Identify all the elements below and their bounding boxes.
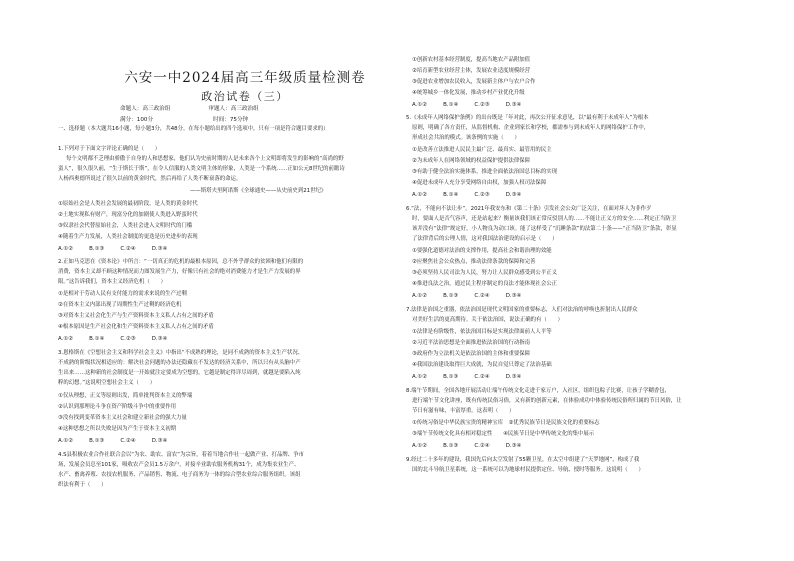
q1-option: ④随着生产力发展，人类社会制度的更迭是历史进步的表现 <box>58 234 198 240</box>
q7-option: ③政府作为立法机关是依法治国的主体和重要保障 <box>412 351 531 357</box>
q8-answers: A.①② B.①③ C.②④ D.③④ <box>412 443 522 449</box>
q1-answers: A.①② B.①③ C.②④ D.③④ <box>58 246 168 252</box>
q6-stem: 了法律背后的公理人情，这对我国法治建设的启示是（ ） <box>412 236 558 242</box>
q6-option: ④推进良法之治，通过民主程序制定的良法才能体现社会公正 <box>412 281 557 287</box>
q4-answers: A.①② B.①④ C.②③ D.③④ <box>412 102 522 108</box>
author-line <box>120 104 380 112</box>
q7-stem: 对美好生活的更高期待。关于依法治国，说法正确的有（ ） <box>412 317 563 323</box>
q4-stem: 场，发展会员总至101家，吸收农产会员1.5万余户，对接辛业助农服务机构31个，成为集农业生产、 <box>58 462 300 468</box>
q5-stem: 形成社会共治的模式。该条例的实施（ ） <box>412 135 520 141</box>
q7-option: ④我国法治建设取得巨大成就，为民自觉只尊定了法治基础 <box>412 362 552 368</box>
q4-stem: 水产、畜禽养殖、农技农机服务、产品销售、物流、电子商务为一体的综合型农业综合服务组织。该组 <box>58 472 301 478</box>
q6-answers: A.①② B.①③ C.②④ D.③④ <box>412 293 522 299</box>
q2-answers: A.①② B.①④ C.②③ D.③④ <box>58 336 168 342</box>
q2-option: ③对资本主义社会化生产与生产资料资本主义私人占有之间的矛盾 <box>58 313 214 319</box>
q7-stem: 7.法律是治国之重器，依法治国是现代文明国家的重要标志，人们对法治的呼唤也折射出人民群众 <box>406 307 638 313</box>
q8-stem: 进行端午节文化讲座，既有传统民俗习俗，又有新的创新元素，在体验成功中体验传统民俗所归属的节日风俗，让 <box>412 398 682 404</box>
q4-option: ④统筹城乡一体化发展，推动乡村产业优化升级 <box>412 90 525 96</box>
q2-option: ④根本原因是生产社会化和生产资料资本主义私人占有之间的矛盾 <box>58 324 214 330</box>
q5-stem: 5.《未成年人网络保护条例》的出台既是「年对此，再次公开征求意见，以“最有利于未成年人”为根本 <box>406 115 649 121</box>
q3-stem: 生出来……这种新的社会制度是一开始就注定要成为空想的，它越是制定得详尽周到，就越是要陷入纯 <box>58 370 301 376</box>
q8-stem: 8.端午节期间，全国各地开展活动让端午传统文化走进千家万户，入社区，组织包粽子比赛，让孩子学糊香包， <box>406 388 670 394</box>
q3-answers: A.①② B.①③ C.②④ D.③④ <box>58 438 168 444</box>
q8-option: ③端午节传统文化具有相对稳定性 ④民族节日是中华传统文化的集中展示 <box>412 431 595 437</box>
q9-stem: 国的北斗导航卫星系统，这一系统可以为地球村民提供定位、导航、授时等服务。这说明（ ） <box>412 467 644 473</box>
q1-text: 蛮人”，很久很久前，“生于斯长于斯”，在令人信服的人类文明主体的形象，人类是一个系统……正如公元8世纪的前瞻诗 <box>58 166 345 172</box>
q1-stem: 1.下列对于下面文字评论正确的是（ ） <box>58 146 161 152</box>
q5-option: ④促进未成年人充分享受网络自由权，加强人权司法保障 <box>412 180 547 186</box>
q1-option: ③奴隶社会代替原始社会，人类社会进入文明时代的门槛 <box>58 223 193 229</box>
q4-option: ③促进农业增加农民收入，发展新主体户与农户合作 <box>412 79 536 85</box>
q2-stem: 消费，资本主义却不顾这种情况而力图发展生产力，好像只有社会的绝对消费能力才是生产力发展的界 <box>58 269 301 275</box>
time-label: 时间：75分钟 <box>213 117 249 123</box>
q1-text: 每个文明都不乏理由骄傲于自身的人和思想家，他们认为史前时期的人是未来各个上文明即将发生的影响的“高尚的野 <box>66 156 344 162</box>
section-intro: 一、选择题（本大题共16小题，每小题3分，共48分。在每小题给出的四个选项中，只有一项是符合题目要求的） <box>58 126 329 132</box>
score-label: 满分：100分 <box>120 117 154 123</box>
q8-option: ①传统习俗是中华民族宝贵的精神宝库 ②优秀民族节日是民族文化的重要标志 <box>412 420 600 426</box>
q4-stem: 织法有利于（ ） <box>58 482 107 488</box>
q3-stem: 粹的幻想。”这说明空想社会主义（ ） <box>58 380 156 386</box>
q2-option: ①是相对于劳动人民有支付能力的需求来说的生产过剩 <box>58 291 187 297</box>
q6-option: ①要强化道德对法治的支撑作用，提高社会和谐治理的效能 <box>412 248 552 254</box>
q9-stem: 9.经过二十多年的建设，我国先后向太空发射了55颗卫星，在太空中组建了“天罗地网”，构成了我 <box>406 457 640 463</box>
q5-option: ②为未成年人在网络领域的权益保护提供法律保障 <box>412 158 531 164</box>
q3-option: ④这种思想之所以失败是因为产生于资本主义初期 <box>58 426 177 432</box>
q5-answers: A.①② B.①④ C.②③ D.③④ <box>412 192 522 198</box>
q6-option: ③必须坚持人民司法为人民，努力让人民群众感受到公平正义 <box>412 270 557 276</box>
q1-option: ①原始社会是人类社会发展的最初阶段，是人类的黄金时代 <box>58 201 198 207</box>
q5-option: ①是改善立法推进人民民主最广泛、最真实、最管用的民主 <box>412 147 552 153</box>
q3-option: ②认识到那理论斗争在资产阶级斗争中的重要作用 <box>58 404 177 410</box>
reviewer-label: 审题人：高三政治组 <box>208 106 259 112</box>
q7-option: ①法律是有阶级性，依法治国目标是实现法律面前人人平等 <box>412 329 552 335</box>
q2-stem: 限。”这告诉我们，资本主义经济危机（ ） <box>58 279 166 285</box>
q5-option: ③有助于健全法治实施体系，推进全面依法治国总目标的实现 <box>412 169 557 175</box>
exam-subtitle: 政治试卷（三） <box>201 90 289 103</box>
q2-option: ②在资本主义内部出现了周期性生产过剩的经济危机 <box>58 302 182 308</box>
q3-option: ①仅从理想，正义等原则出发，简单批判资本主义的弊端 <box>58 393 193 399</box>
exam-title: 六安一中2024届高三年级质量检测卷 <box>124 70 366 86</box>
q1-text: 人杨西奥德所说过了很久以前的黄金时代，然后再给了人类不断衰落的命运。 <box>58 176 242 182</box>
q6-option: ②应聚焦社会公众热点，推动法律条款的保障和完善 <box>412 259 536 265</box>
q6-stem: 该并没有“法律”规定好，小人物良为动口该。能了这样受了“沉睡条款”的法第二十条——“正当防卫”条款，彰显 <box>412 226 677 232</box>
score-line <box>120 115 380 123</box>
q6-stem: 6.“法，不能向不法让步”。2021年我安东和《第二十条》引发社会公众广泛关注，在面对坏人为非作歹 <box>406 206 652 212</box>
q7-answers: A.①② B.①③ C.②④ D.③④ <box>412 374 522 380</box>
q3-stem: 不成熟的阶级状况相适应的：解决社会问题的办法还隐藏在不发达的经济关系中，所以只有从头脑中产 <box>58 360 301 366</box>
q6-stem: 时，要面人是否气容声，还是站起来？衡量该我们该正常反驳别人的……不能让正义方的安全……利定正当防卫 <box>412 216 677 222</box>
q5-stem: 原则，明确了各方责任，从监督机构、企业到家长和学校，都需参与到未成年人的网络保护工作中， <box>412 125 650 131</box>
q3-stem: 3.恩格斯在《空想社会主义和科学社会主义》中指出“不成熟的理论，是同不成熟的资本主义生产状况、 <box>58 350 304 356</box>
q3-option: ③没有找到变革资本主义社会和建立新社会的强大力量 <box>58 415 187 421</box>
q2-stem: 2.正如马克思在《资本论》中所言：“一切真正的危机的最根本原因，总不外乎群众的贫困和他们有限的 <box>58 259 304 265</box>
q1-source: ——斯塔夫里阿诺斯《全球通史——从史前史到21世纪》 <box>190 188 327 194</box>
author-label: 命题人：高三政治组 <box>120 106 171 112</box>
q4-stem: 4.S县积极农业合作社联合会以“为农、助农、富农”为宗旨，着着当地合作社一起做产业、打品牌、争市 <box>58 452 304 458</box>
q4-option: ①创新农村基本经营制度，提高当地农产品附加值 <box>412 57 531 63</box>
q8-stem: 节日有滋有味，丰富厚重。这表明（ ） <box>412 408 515 414</box>
q7-option: ②习近平法治思想是全面推进依法治国的行动指南 <box>412 340 531 346</box>
q1-option: ②土地实现私有财产，现富分化的加剧使人类进入野蛮时代 <box>58 212 198 218</box>
q4-option: ②培育新型农业经营主体，发展农业适度规模经营 <box>412 68 531 74</box>
